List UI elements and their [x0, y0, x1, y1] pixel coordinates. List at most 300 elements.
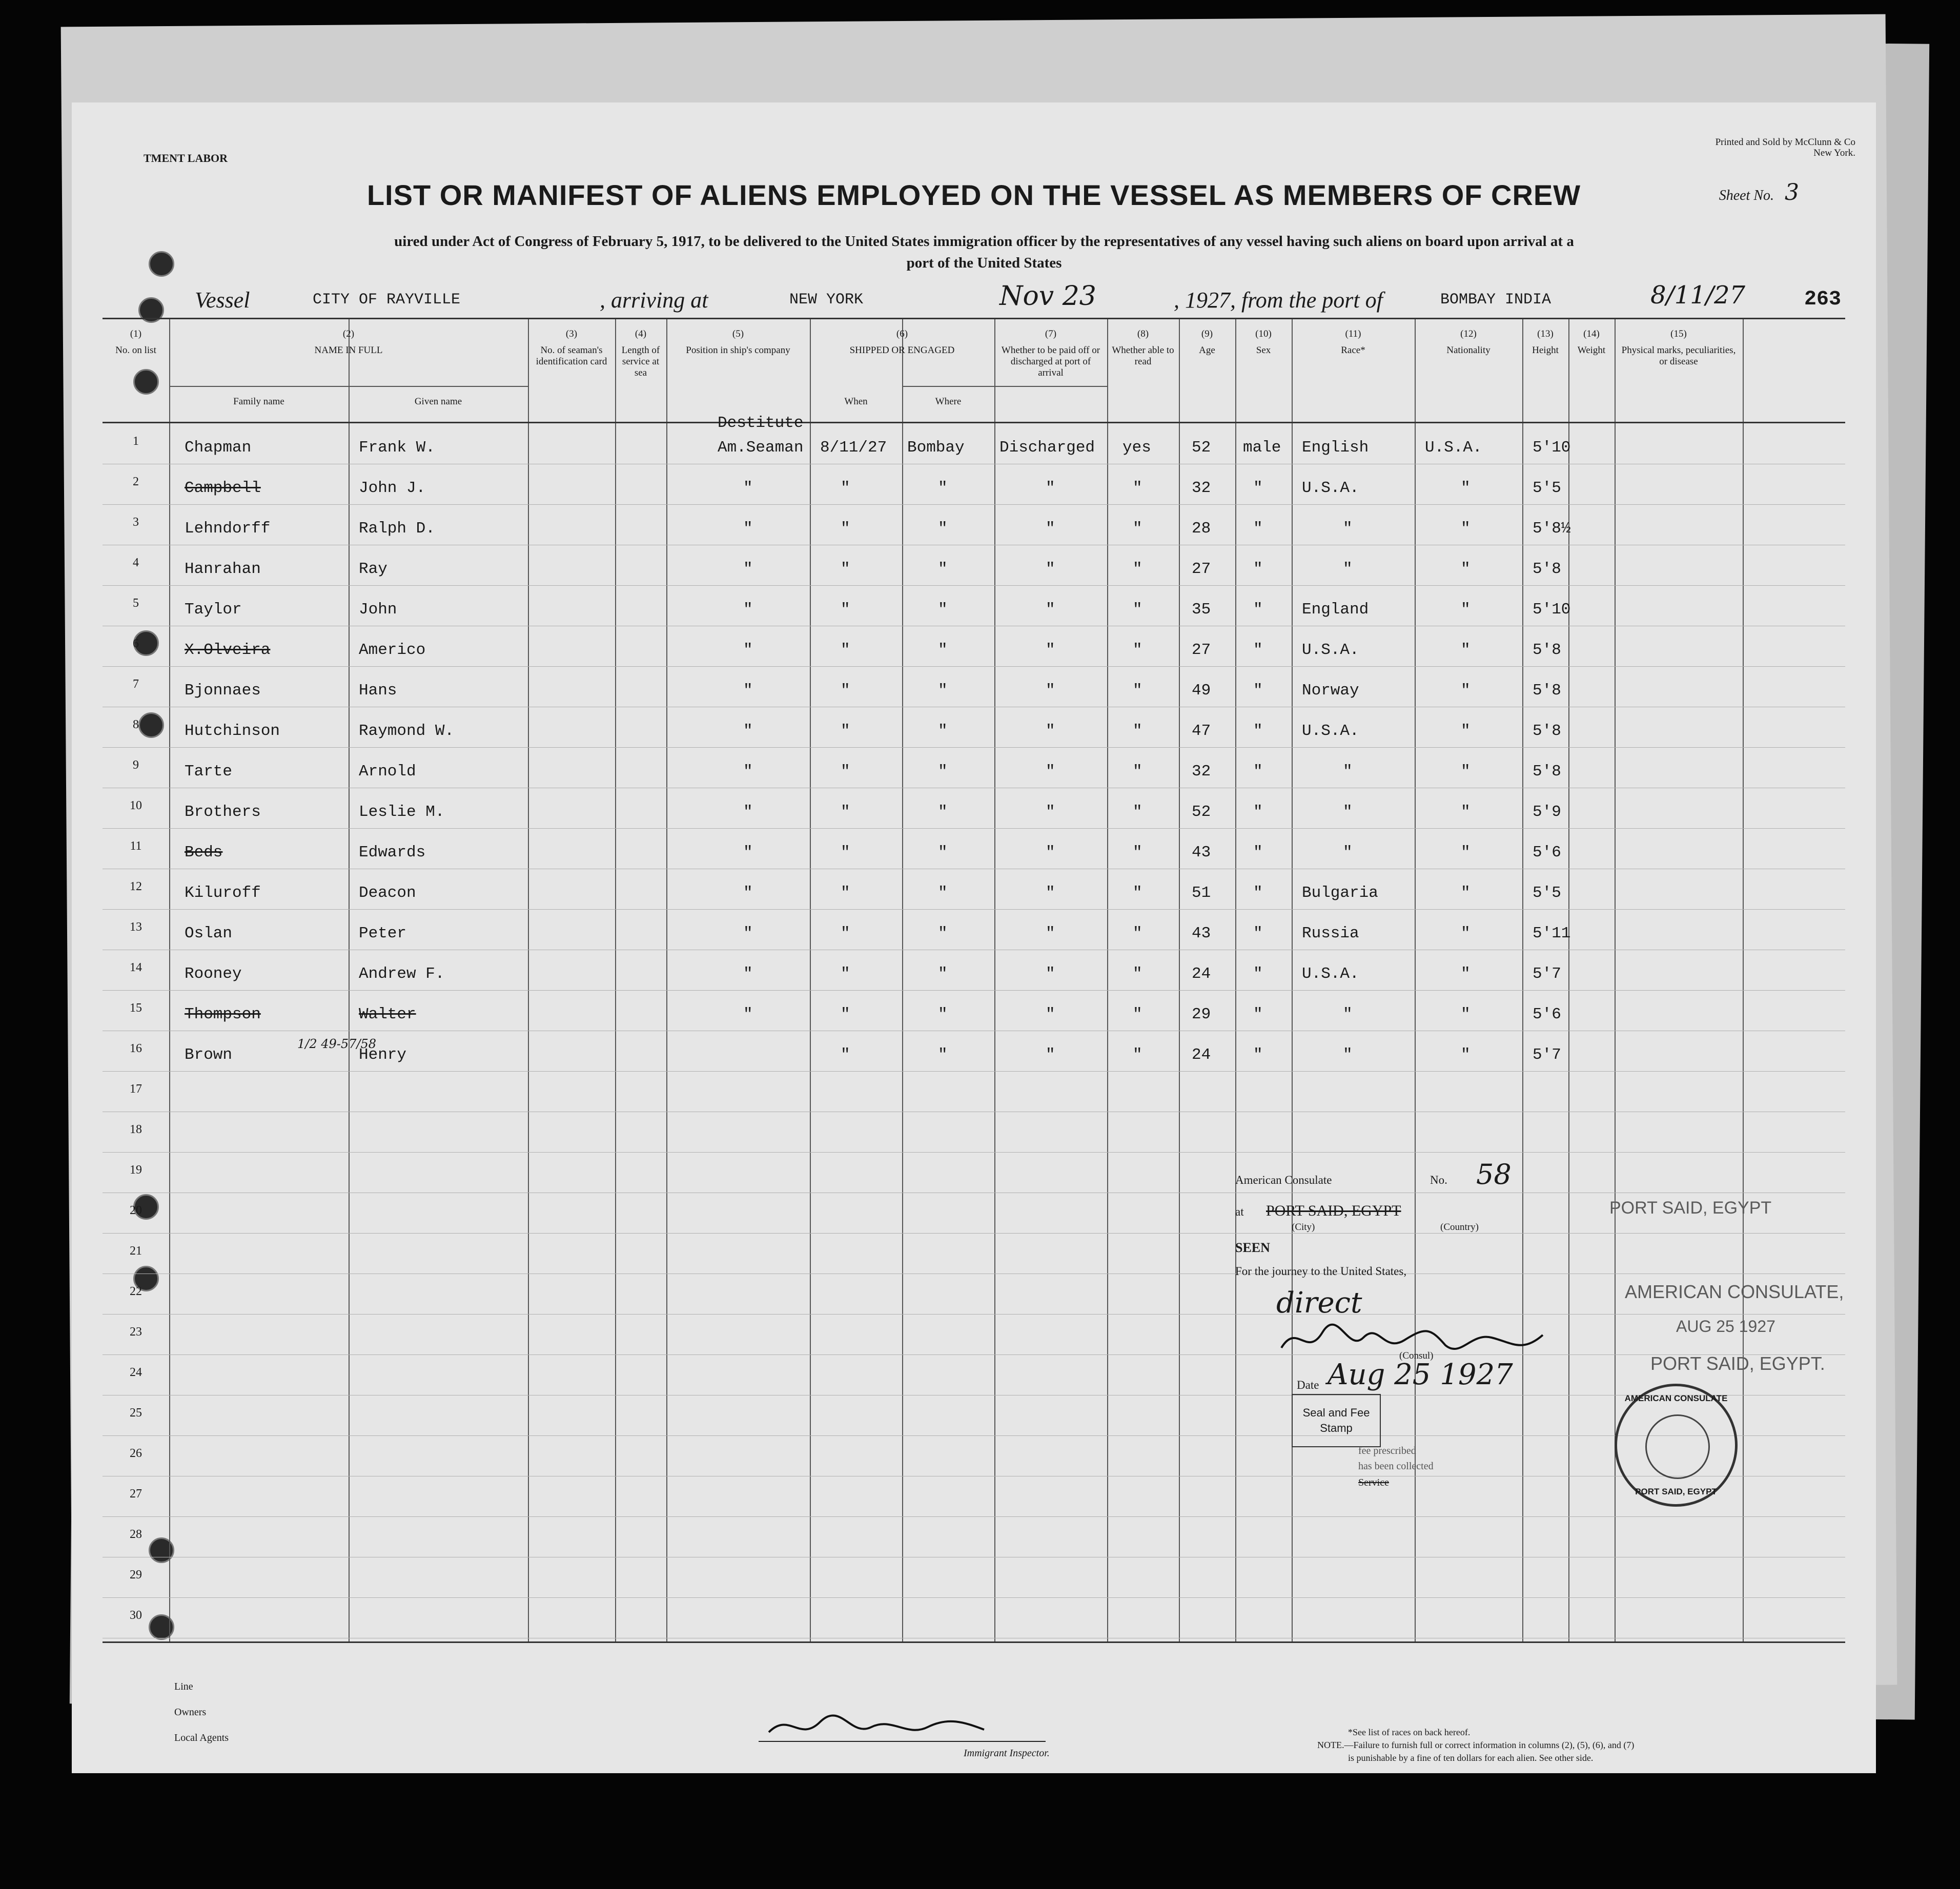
col-age-header: (9) Age	[1199, 328, 1215, 356]
cell-nat: "	[1461, 763, 1471, 781]
cell-where: "	[938, 722, 948, 740]
cell-nat: "	[1461, 844, 1471, 861]
cell-nat: "	[1461, 803, 1471, 821]
page-subtitle	[287, 231, 1681, 274]
cell-height: 5'6	[1533, 1005, 1561, 1023]
cell-where: "	[938, 965, 948, 983]
cell-when: "	[841, 1046, 850, 1064]
cell-race: English	[1302, 439, 1369, 457]
consulate-stamp-date: AUG 25 1927	[1676, 1317, 1775, 1336]
row-number: 12	[130, 880, 142, 893]
cell-when: "	[841, 763, 850, 781]
row-number: 4	[133, 556, 139, 569]
row-number: 29	[130, 1568, 142, 1582]
cell-when: "	[841, 1005, 850, 1023]
cell-position: "	[743, 560, 753, 578]
col-name-header: (2) NAME IN FULL	[314, 328, 383, 356]
agents-label: Local Agents	[174, 1732, 229, 1743]
cell-read: "	[1133, 641, 1142, 659]
cell-paid: "	[1046, 479, 1055, 497]
cell-read: "	[1133, 601, 1142, 619]
cell-read: "	[1133, 844, 1142, 861]
cell-age: 52	[1192, 439, 1211, 457]
row-number: 15	[130, 1001, 142, 1015]
arriving-label: , arriving at	[600, 288, 708, 313]
city-label: (City)	[1292, 1222, 1315, 1233]
cell-when: "	[841, 803, 850, 821]
row-number: 13	[130, 920, 142, 934]
row-number: 25	[130, 1406, 142, 1420]
row-number: 24	[130, 1366, 142, 1379]
row-number: 27	[130, 1487, 142, 1501]
col-paid-header: (7) Whether to be paid off or discharged at port of arrival	[1001, 328, 1100, 378]
cell-position: "	[743, 965, 753, 983]
cell-paid: "	[1046, 925, 1055, 942]
col-service-header: (4) Length of service at sea	[621, 328, 660, 378]
cell-sex: "	[1253, 884, 1263, 902]
cell-position: "	[743, 1005, 753, 1023]
cell-position: Am.Seaman	[718, 439, 804, 457]
cell-race: U.S.A.	[1302, 479, 1359, 497]
cell-given: Arnold	[359, 763, 416, 781]
cell-height: 5'8½	[1533, 520, 1571, 538]
col-race-header: (11) Race*	[1341, 328, 1365, 356]
cell-height: 5'8	[1533, 682, 1561, 700]
cell-read: "	[1133, 722, 1142, 740]
subtitle-line: uired under Act of Congress of February 5, 1917, to be delivered to the United States immigration officer by the representatives of any vessel having such aliens on board upon arrival at a	[394, 233, 1574, 250]
cell-paid: "	[1046, 844, 1055, 861]
cell-sex: "	[1253, 641, 1263, 659]
journey-label: For the journey to the United States,	[1235, 1265, 1407, 1278]
cell-when: "	[841, 520, 850, 538]
row-number: 16	[130, 1042, 142, 1055]
cell-family: Lehndorff	[185, 520, 271, 538]
departure-date: 8/11/27	[1650, 281, 1746, 310]
row-rule	[103, 1597, 1845, 1598]
cell-read: "	[1133, 682, 1142, 700]
cell-height: 5'8	[1533, 722, 1561, 740]
cell-family: X.Olveira	[185, 641, 271, 659]
consulate-stamp-line: AMERICAN CONSULATE,	[1625, 1281, 1844, 1302]
cell-age: 49	[1192, 682, 1211, 700]
cell-position: "	[743, 641, 753, 659]
row-number: 3	[133, 516, 139, 529]
cell-read: "	[1133, 520, 1142, 538]
cell-race: U.S.A.	[1302, 641, 1359, 659]
cell-sex: "	[1253, 1005, 1263, 1023]
cell-height: 5'10	[1533, 601, 1571, 619]
printer-line: Printed and Sold by McClunn & Co	[1715, 137, 1855, 148]
cell-when: "	[841, 844, 850, 861]
cell-where: "	[938, 803, 948, 821]
cell-where: "	[938, 763, 948, 781]
cell-when: "	[841, 560, 850, 578]
cell-race: "	[1343, 1046, 1353, 1064]
cell-paid: "	[1046, 560, 1055, 578]
cell-given: Raymond W.	[359, 722, 455, 740]
cell-paid: "	[1046, 803, 1055, 821]
cell-family: Beds	[185, 844, 223, 861]
cell-age: 51	[1192, 884, 1211, 902]
arriving-port: NEW YORK	[789, 291, 864, 309]
cell-position: "	[743, 722, 753, 740]
cell-sex: "	[1253, 925, 1263, 942]
row-rule	[103, 585, 1845, 586]
cell-family: Tarte	[185, 763, 233, 781]
cell-position: "	[743, 520, 753, 538]
cell-height: 5'11	[1533, 925, 1571, 942]
cell-sex: "	[1253, 520, 1263, 538]
cell-family-note: 1/2 49-57/58	[297, 1037, 377, 1051]
cell-family: Thompson	[185, 1005, 261, 1023]
cell-given: Peter	[359, 925, 407, 942]
row-number: 28	[130, 1528, 142, 1541]
cell-given: Andrew F.	[359, 965, 445, 983]
eagle-emblem-icon	[1645, 1414, 1710, 1479]
cell-age: 47	[1192, 722, 1211, 740]
row-rule	[103, 990, 1845, 991]
cell-height: 5'7	[1533, 965, 1561, 983]
cell-given: Ray	[359, 560, 387, 578]
col-when-header: When	[844, 396, 868, 407]
cell-where: "	[938, 682, 948, 700]
consulate-no-label: No.	[1430, 1174, 1447, 1186]
page-reference: 263	[1804, 288, 1842, 311]
country-label: (Country)	[1440, 1222, 1479, 1233]
col-where-header: Where	[935, 396, 962, 407]
service-label: Service	[1358, 1477, 1389, 1488]
cell-family: Chapman	[185, 439, 252, 457]
year-label: , 1927, from the port of	[1174, 288, 1383, 313]
cell-race: "	[1343, 763, 1353, 781]
cell-when: 8/11/27	[820, 439, 887, 457]
cell-position: "	[743, 763, 753, 781]
cell-paid: "	[1046, 965, 1055, 983]
arrival-date: Nov 23	[999, 281, 1096, 312]
cell-nat: "	[1461, 601, 1471, 619]
col-position-header: (5) Position in ship's company	[686, 328, 790, 356]
printer-credit	[1716, 137, 1855, 159]
line-label: Line	[174, 1681, 193, 1692]
cell-sex: "	[1253, 682, 1263, 700]
consulate-no-value: 58	[1476, 1158, 1512, 1190]
row-number: 30	[130, 1609, 142, 1622]
row-rule	[103, 504, 1845, 505]
cell-when: "	[841, 925, 850, 942]
manifest-page	[72, 102, 1876, 1773]
consul-label: (Consul)	[1399, 1350, 1434, 1361]
cell-paid: "	[1046, 682, 1055, 700]
cell-given: Frank W.	[359, 439, 435, 457]
cell-where: "	[938, 884, 948, 902]
cell-position: "	[743, 925, 753, 942]
cell-age: 52	[1192, 803, 1211, 821]
cell-family: Brothers	[185, 803, 261, 821]
cell-read: yes	[1122, 439, 1151, 457]
cell-position: "	[743, 803, 753, 821]
cell-age: 28	[1192, 520, 1211, 538]
cell-read: "	[1133, 1046, 1142, 1064]
cell-age: 32	[1192, 479, 1211, 497]
col-height-header: (13) Height	[1532, 328, 1559, 356]
cell-read: "	[1133, 884, 1142, 902]
cell-read: "	[1133, 965, 1142, 983]
col-family-header: Family name	[233, 396, 284, 407]
consul-signature	[1276, 1317, 1563, 1363]
cell-height: 5'8	[1533, 763, 1561, 781]
cell-where: "	[938, 560, 948, 578]
cell-family: Campbell	[185, 479, 261, 497]
cell-nat: "	[1461, 560, 1471, 578]
via-handwritten: direct	[1276, 1286, 1362, 1320]
cell-age: 43	[1192, 844, 1211, 861]
cell-age: 43	[1192, 925, 1211, 942]
cell-given: John J.	[359, 479, 426, 497]
cell-sex: "	[1253, 479, 1263, 497]
col-weight-header: (14) Weight	[1577, 328, 1606, 356]
cell-where: "	[938, 844, 948, 861]
cell-where: "	[938, 925, 948, 942]
row-rule	[103, 747, 1845, 748]
cell-where: "	[938, 479, 948, 497]
cell-sex: "	[1253, 722, 1263, 740]
cell-when: "	[841, 682, 850, 700]
vessel-name: CITY OF RAYVILLE	[313, 291, 461, 309]
row-number: 21	[130, 1244, 142, 1258]
cell-where: "	[938, 641, 948, 659]
cell-where: "	[938, 601, 948, 619]
cell-nat: "	[1461, 722, 1471, 740]
row-number: 18	[130, 1123, 142, 1136]
port-said-stamp: PORT SAID, EGYPT	[1609, 1198, 1772, 1218]
cell-given: John	[359, 601, 397, 619]
cell-paid: "	[1046, 763, 1055, 781]
cell-paid: "	[1046, 1005, 1055, 1023]
cell-height: 5'6	[1533, 844, 1561, 861]
row-rule	[103, 1071, 1845, 1072]
cell-position: "	[743, 884, 753, 902]
row-number: 22	[130, 1285, 142, 1298]
binder-hole	[149, 251, 174, 277]
cell-paid: "	[1046, 641, 1055, 659]
cell-given: Edwards	[359, 844, 426, 861]
cell-read: "	[1133, 560, 1142, 578]
seal-top-text: AMERICAN CONSULATE	[1624, 1393, 1728, 1403]
cell-paid: "	[1046, 520, 1055, 538]
cell-height: 5'5	[1533, 479, 1561, 497]
cell-read: "	[1133, 479, 1142, 497]
consular-date: Aug 25 1927	[1328, 1358, 1513, 1391]
row-number: 26	[130, 1447, 142, 1460]
cell-family: Hanrahan	[185, 560, 261, 578]
row-number: 10	[130, 799, 142, 812]
inspector-signature	[759, 1707, 1046, 1748]
cell-nat: "	[1461, 682, 1471, 700]
cell-sex: "	[1253, 763, 1263, 781]
cell-race: England	[1302, 601, 1369, 619]
cell-race: "	[1343, 1005, 1353, 1023]
row-rule	[103, 909, 1845, 910]
at-label: at	[1235, 1205, 1244, 1218]
cell-race: Norway	[1302, 682, 1359, 700]
seal-fee-stamp-box: Seal and Fee Stamp	[1292, 1394, 1381, 1447]
cell-family: Oslan	[185, 925, 233, 942]
date-label: Date	[1297, 1379, 1319, 1391]
cell-sex: male	[1243, 439, 1281, 457]
cell-given: Ralph D.	[359, 520, 435, 538]
cell-sex: "	[1253, 803, 1263, 821]
subtitle-line: port of the United States	[906, 255, 1062, 272]
cell-read: "	[1133, 763, 1142, 781]
cell-family: Brown	[185, 1046, 233, 1064]
fee-line-2: has been collected	[1358, 1461, 1434, 1472]
cell-height: 5'9	[1533, 803, 1561, 821]
penalty-note-2: is punishable by a fine of ten dollars for each alien. See other side.	[1348, 1753, 1594, 1763]
seal-bottom-text: PORT SAID, EGYPT	[1635, 1487, 1717, 1496]
row-rule	[103, 1152, 1845, 1153]
cell-nat: "	[1461, 884, 1471, 902]
cell-nat: "	[1461, 641, 1471, 659]
cell-height: 5'5	[1533, 884, 1561, 902]
cell-age: 32	[1192, 763, 1211, 781]
page-title: LIST OR MANIFEST OF ALIENS EMPLOYED ON THE VESSEL AS MEMBERS OF CREW	[366, 179, 1581, 211]
row-number: 19	[130, 1163, 142, 1177]
row-number: 11	[130, 839, 142, 853]
cell-position: "	[743, 682, 753, 700]
cell-sex: "	[1253, 844, 1263, 861]
cell-nat: "	[1461, 520, 1471, 538]
cell-age: 29	[1192, 1005, 1211, 1023]
col-shipped-header: (6) SHIPPED OR ENGAGED	[849, 328, 955, 356]
cell-age: 27	[1192, 641, 1211, 659]
cell-given: Henry	[359, 1046, 407, 1064]
cell-race: "	[1343, 803, 1353, 821]
departure-port: BOMBAY INDIA	[1440, 291, 1551, 309]
cell-sex: "	[1253, 601, 1263, 619]
cell-race: "	[1343, 520, 1353, 538]
cell-race: U.S.A.	[1302, 965, 1359, 983]
cell-nat: "	[1461, 1046, 1471, 1064]
cell-family: Taylor	[185, 601, 242, 619]
cell-when: "	[841, 479, 850, 497]
cell-nat: "	[1461, 965, 1471, 983]
cell-race: "	[1343, 560, 1353, 578]
races-note: *See list of races on back hereof.	[1348, 1727, 1471, 1737]
cell-height: 5'8	[1533, 641, 1561, 659]
cell-age: 24	[1192, 965, 1211, 983]
row-number: 7	[133, 677, 139, 691]
vessel-label: Vessel	[195, 288, 250, 313]
row-number: 14	[130, 961, 142, 974]
cell-when: "	[841, 722, 850, 740]
cell-nat: "	[1461, 479, 1471, 497]
row-number: 23	[130, 1325, 142, 1339]
cell-family: Rooney	[185, 965, 242, 983]
cell-when: "	[841, 965, 850, 983]
cell-race: Bulgaria	[1302, 884, 1378, 902]
cell-given: Walter	[359, 1005, 416, 1023]
cell-sex: "	[1253, 965, 1263, 983]
row-number: 1	[133, 435, 139, 448]
cell-when: "	[841, 641, 850, 659]
cell-read: "	[1133, 1005, 1142, 1023]
city-country: PORT SAID, EGYPT	[1266, 1202, 1401, 1219]
cell-sex: "	[1253, 560, 1263, 578]
department-fragment: TMENT LABOR	[144, 152, 228, 165]
vessel-line	[72, 281, 1876, 318]
printer-line: New York.	[1813, 147, 1855, 158]
cell-paid: "	[1046, 1046, 1055, 1064]
row-number: 17	[130, 1082, 142, 1096]
col-read-header: (8) Whether able to read	[1112, 328, 1174, 367]
cell-position: "	[743, 844, 753, 861]
col-no-header: (1) No. on list	[115, 328, 156, 356]
row-number: 20	[130, 1204, 142, 1217]
cell-race: U.S.A.	[1302, 722, 1359, 740]
cell-given: Americo	[359, 641, 426, 659]
row-number: 6	[133, 637, 139, 650]
row-number: 5	[133, 597, 139, 610]
cell-height: 5'7	[1533, 1046, 1561, 1064]
consulate-round-seal	[1615, 1384, 1738, 1507]
cell-given: Leslie M.	[359, 803, 445, 821]
cell-height: 5'8	[1533, 560, 1561, 578]
cell-nat: U.S.A.	[1425, 439, 1482, 457]
cell-position: "	[743, 601, 753, 619]
col-given-header: Given name	[414, 396, 462, 407]
row-number: 8	[133, 718, 139, 731]
sheet-value: 3	[1785, 179, 1799, 206]
cell-paid: "	[1046, 601, 1055, 619]
cell-when: "	[841, 601, 850, 619]
cell-read: "	[1133, 925, 1142, 942]
cell-position: "	[743, 479, 753, 497]
cell-given: Deacon	[359, 884, 416, 902]
col-card-header: (3) No. of seaman's identification card	[536, 328, 607, 367]
cell-where: "	[938, 1005, 948, 1023]
seen-label: SEEN	[1235, 1240, 1270, 1255]
cell-paid: Discharged	[999, 439, 1095, 457]
cell-nat: "	[1461, 925, 1471, 942]
row-number: 9	[133, 758, 139, 772]
cell-family: Kiluroff	[185, 884, 261, 902]
cell-when: "	[841, 884, 850, 902]
row-rule	[103, 666, 1845, 667]
owners-label: Owners	[174, 1707, 207, 1718]
row-number: 2	[133, 475, 139, 488]
fee-line-1: fee prescribed	[1358, 1445, 1416, 1456]
cell-given: Hans	[359, 682, 397, 700]
col-sex-header: (10) Sex	[1255, 328, 1272, 356]
cell-where: Bombay	[907, 439, 965, 457]
cell-race: "	[1343, 844, 1353, 861]
consulate-stamp-place: PORT SAID, EGYPT.	[1650, 1353, 1825, 1374]
cell-position-top: Destitute	[718, 414, 804, 432]
cell-age: 27	[1192, 560, 1211, 578]
col-marks-header: (15) Physical marks, peculiarities, or disease	[1621, 328, 1736, 367]
penalty-note: NOTE.—Failure to furnish full or correct information in columns (2), (5), (6), and (7)	[1317, 1740, 1635, 1750]
cell-family: Hutchinson	[185, 722, 280, 740]
cell-read: "	[1133, 803, 1142, 821]
cell-height: 5'10	[1533, 439, 1571, 457]
cell-race: Russia	[1302, 925, 1359, 942]
sheet-label: Sheet No.	[1719, 188, 1774, 203]
consulate-label: American Consulate	[1235, 1174, 1332, 1186]
cell-paid: "	[1046, 722, 1055, 740]
cell-family: Bjonnaes	[185, 682, 261, 700]
cell-sex: "	[1253, 1046, 1263, 1064]
row-rule	[103, 828, 1845, 829]
